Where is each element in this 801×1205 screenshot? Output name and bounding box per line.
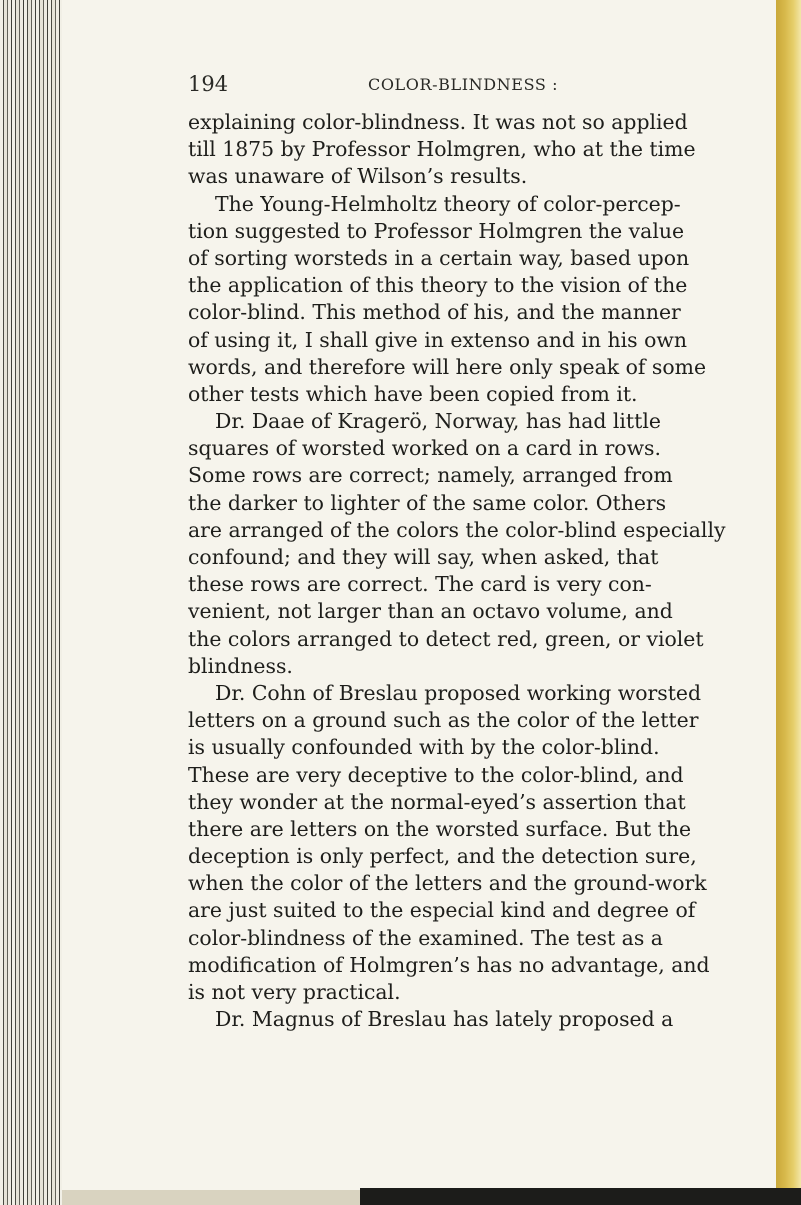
text-line: the darker to lighter of the same color. Others xyxy=(188,490,667,515)
text-line: tion suggested to Professor Holmgren the value xyxy=(188,218,685,243)
text-line: is usually confounded with by the color-blind. xyxy=(188,735,660,760)
text-line: confound; and they will say, when asked, that xyxy=(188,545,659,569)
text-line: squares of worsted worked on a card in rows. xyxy=(188,436,661,461)
page-edge-gilt xyxy=(776,0,801,1205)
text-line: are arranged of the colors the color-blind especially xyxy=(188,517,726,542)
book-gutter-edge xyxy=(0,0,62,1205)
text-line: color-blind. This method of his, and the manner xyxy=(188,300,681,325)
paragraph-start-line: Dr. Cohn of Breslau proposed working worsted xyxy=(215,680,702,705)
page-header xyxy=(188,72,748,100)
page-bottom-shadow xyxy=(360,1188,801,1205)
page-number: 194 xyxy=(188,72,229,96)
paragraph-start-line: Dr. Daae of Kragerö, Norway, has had little xyxy=(215,409,661,434)
paragraph-start-line: Dr. Magnus of Breslau has lately proposed a xyxy=(215,1007,674,1032)
text-line: till 1875 by Professor Holmgren, who at the time xyxy=(188,137,696,162)
text-line: are just suited to the especial kind and degree of xyxy=(188,898,696,923)
text-line: other tests which have been copied from it. xyxy=(188,381,638,406)
text-line: of using it, I shall give in extenso and in his own xyxy=(188,327,687,352)
text-line: venient, not larger than an octavo volume, and xyxy=(188,599,673,624)
text-line: deception is only perfect, and the detection sure, xyxy=(188,844,697,869)
text-line: there are letters on the worsted surface. But the xyxy=(188,816,692,841)
text-line: words, and therefore will here only speak of some xyxy=(188,354,707,379)
text-line: letters on a ground such as the color of the letter xyxy=(188,708,699,733)
running-title: COLOR-BLINDNESS : xyxy=(368,75,559,94)
text-line: they wonder at the normal-eyed’s assertion that xyxy=(188,789,686,814)
text-line: color-blindness of the examined. The test as a xyxy=(188,925,663,950)
text-line: the application of this theory to the vision of the xyxy=(188,273,688,298)
text-line: was unaware of Wilson’s results. xyxy=(188,164,528,189)
text-line: explaining color-blindness. It was not so applied xyxy=(188,110,688,134)
text-line: modification of Holmgren’s has no advantage, and xyxy=(188,952,710,977)
text-line: Some rows are correct; namely, arranged from xyxy=(188,463,673,488)
text-line: is not very practical. xyxy=(188,980,401,1004)
text-line: blindness. xyxy=(188,653,293,678)
body-text xyxy=(188,109,748,1033)
paragraph-start-line: The Young-Helmholtz theory of color-percep- xyxy=(215,191,681,216)
text-line: when the color of the letters and the ground-work xyxy=(188,871,707,896)
text-line: the colors arranged to detect red, green, or violet xyxy=(188,626,704,651)
text-line: These are very deceptive to the color-blind, and xyxy=(188,762,684,787)
text-line: these rows are correct. The card is very con- xyxy=(188,572,652,597)
text-line: of sorting worsteds in a certain way, based upon xyxy=(188,245,690,270)
